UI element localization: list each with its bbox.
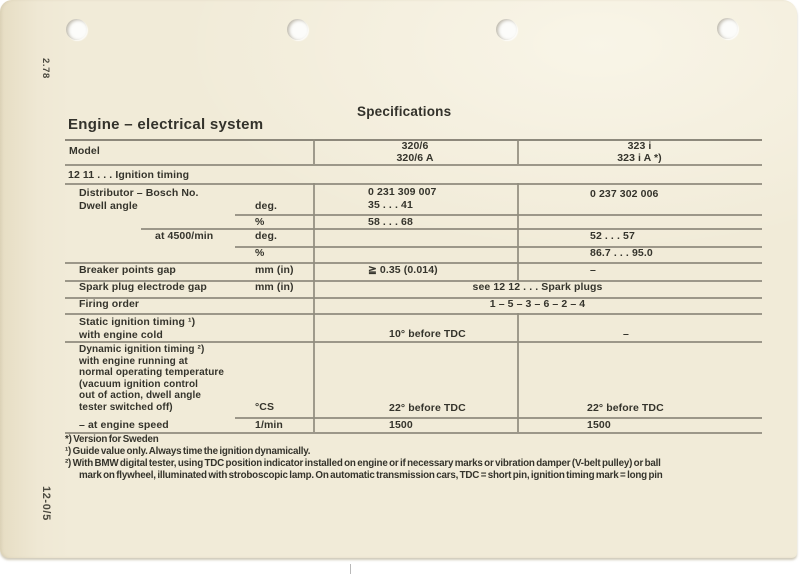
spark-gap-value: see 12 12 . . . Spark plugs <box>472 281 603 293</box>
breaker-gap-label: Breaker points gap <box>79 264 176 276</box>
dynamic-label-line: tester switched off) <box>79 401 173 413</box>
dynamic-label-line: with engine running at <box>79 355 188 367</box>
unit-deg: deg. <box>255 230 277 242</box>
v-rule <box>517 313 519 432</box>
unit-mm-in: mm (in) <box>255 281 294 293</box>
footnote-2-line2: mark on flywheel, illuminated with stroboscopic lamp. On automatic transmission cars, TDC = short pin, ignition timing mark = long pin <box>79 470 663 481</box>
engine-speed-label: – at engine speed <box>79 419 169 431</box>
h-rule <box>141 228 762 230</box>
model-320-6: 320/6 <box>401 140 429 152</box>
bosch-no-320: 0 231 309 007 <box>368 186 437 198</box>
section-title: Engine – electrical system <box>68 116 264 133</box>
model-323i: 323 i <box>627 140 652 152</box>
at4500-label: at 4500/min <box>155 230 214 242</box>
dwell-angle-label: Dwell angle <box>79 200 138 212</box>
firing-order-value: 1 – 5 – 3 – 6 – 2 – 4 <box>489 298 586 310</box>
dwell-deg-320: 35 . . . 41 <box>368 199 413 211</box>
dwell4500-pct-323: 86.7 . . . 95.0 <box>590 247 653 259</box>
dynamic-label-line: out of action, dwell angle <box>79 390 202 402</box>
dwell-pct-320: 58 . . . 68 <box>368 216 413 228</box>
distributor-label: Distributor – Bosch No. <box>79 187 199 199</box>
footnote-2-line1: ²) With BMW digital tester, using TDC position indicator installed on engine or if necessary marks or vibration damper (V-belt pulley) or ball <box>65 458 661 469</box>
unit-1min: 1/min <box>255 419 283 431</box>
static-timing-320: 10° before TDC <box>389 328 466 340</box>
model-col2 <box>517 141 762 164</box>
dwell4500-deg-323: 52 . . . 57 <box>590 230 635 242</box>
h-rule <box>65 341 762 343</box>
punch-hole <box>287 19 308 40</box>
h-rule <box>65 432 762 434</box>
unit-deg: deg. <box>255 200 277 212</box>
v-rule <box>517 183 519 280</box>
punch-hole <box>66 19 87 40</box>
model-label: Model <box>69 145 100 157</box>
dynamic-label-line: (vacuum ignition control <box>79 378 199 390</box>
model-col1 <box>313 141 517 164</box>
firing-order-label: Firing order <box>79 298 140 310</box>
dynamic-label-line: Dynamic ignition timing ²) <box>79 344 205 355</box>
scan-artifact <box>350 564 351 574</box>
dynamic-timing-323: 22° before TDC <box>587 402 664 414</box>
doc-code: 12-0/5 <box>40 486 52 521</box>
punch-hole <box>496 19 517 40</box>
unit-percent: % <box>255 247 265 259</box>
model-323ia: 323 i A *) <box>617 151 662 164</box>
section-band: 12 11 . . . Ignition timing <box>68 169 190 181</box>
static-timing-sublabel: with engine cold <box>79 329 163 341</box>
unit-percent: % <box>255 216 265 228</box>
footnote-1: ¹) Guide value only. Always time the ignition dynamically. <box>65 446 311 457</box>
static-timing-323: – <box>623 328 629 340</box>
bosch-no-323: 0 237 302 006 <box>590 188 659 200</box>
spec-table <box>65 139 762 433</box>
spark-gap-label: Spark plug electrode gap <box>79 281 207 293</box>
page-title: Specifications <box>357 104 452 119</box>
engine-speed-323: 1500 <box>587 419 611 431</box>
static-timing-label: Static ignition timing ¹) <box>79 316 196 328</box>
breaker-gap-320: ≧ 0.35 (0.014) <box>368 264 438 276</box>
dynamic-label-line: normal operating temperature <box>79 367 225 379</box>
footnote-sweden: *) Version for Sweden <box>65 434 159 445</box>
dynamic-timing-320: 22° before TDC <box>389 402 466 414</box>
h-rule <box>65 313 762 315</box>
punch-hole <box>717 18 738 39</box>
h-rule <box>65 164 762 166</box>
unit-mm-in: mm (in) <box>255 264 294 276</box>
page-number: 2.78 <box>40 58 51 79</box>
model-320-6a: 320/6 A <box>396 151 434 164</box>
breaker-gap-323: – <box>590 264 596 276</box>
unit-cs: °CS <box>255 401 275 413</box>
dynamic-timing-label <box>79 344 224 414</box>
h-rule <box>65 183 762 185</box>
engine-speed-320: 1500 <box>389 419 413 431</box>
